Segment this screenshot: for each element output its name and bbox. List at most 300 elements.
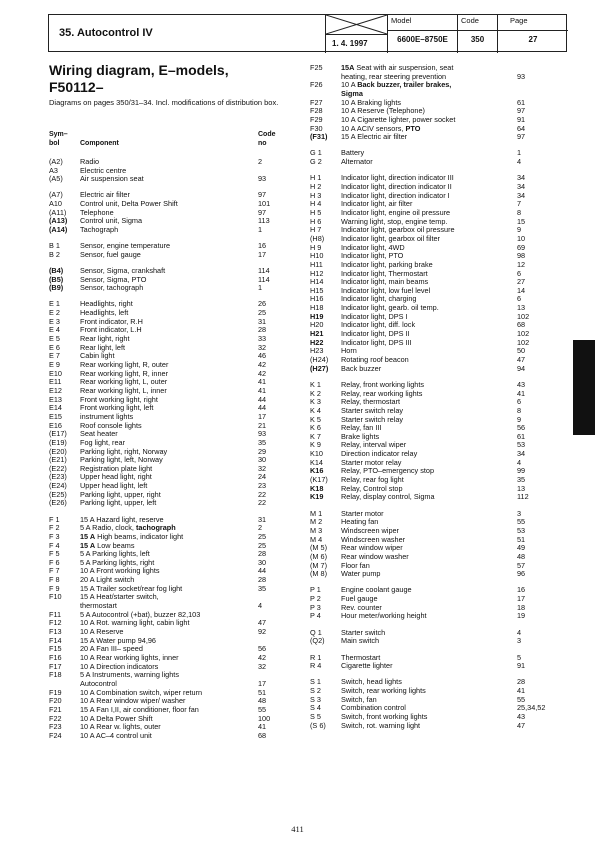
- item-code: 28: [258, 549, 267, 559]
- cross-icon: [326, 15, 387, 34]
- item-symbol: K 5: [310, 414, 321, 424]
- item-code: 47: [517, 355, 526, 364]
- item-code: 41: [258, 385, 267, 395]
- page-label: Page: [510, 16, 528, 25]
- item-component: Parking light, upper, left: [80, 498, 157, 508]
- item-code: 50: [517, 346, 526, 356]
- item-symbol: M 3: [310, 525, 323, 535]
- item-symbol: F27: [310, 97, 323, 107]
- item-symbol: (A2): [49, 157, 63, 166]
- symbol-header-line2: bol: [49, 140, 60, 147]
- item-component: 10 A Braking lights: [341, 97, 402, 107]
- item-component: 10 A Rear window wiper/ washer: [80, 696, 186, 706]
- item-symbol: R 1: [310, 652, 322, 662]
- item-component: thermostart: [80, 601, 117, 611]
- item-code: 4: [517, 157, 522, 167]
- item-component: Rear window wiper: [341, 543, 403, 553]
- item-code: 28: [517, 677, 526, 687]
- item-code: 32: [258, 463, 267, 473]
- item-symbol: E 9: [49, 360, 60, 369]
- item-component: Indicator light, low fuel level: [341, 285, 431, 295]
- item-symbol: F 2: [49, 523, 60, 533]
- item-code: 19: [517, 611, 526, 621]
- item-code: 34: [517, 449, 526, 459]
- item-component: 5 A Instruments, warning lights: [80, 670, 179, 680]
- item-component: Main switch: [341, 636, 380, 646]
- item-component: Registration plate light: [80, 463, 153, 473]
- item-component: Rotating roof beacon: [341, 355, 409, 364]
- item-component: Upper head light, right: [80, 472, 152, 482]
- item-component: Cabin light: [80, 351, 115, 361]
- item-symbol: K 1: [310, 379, 321, 389]
- item-code: 35: [258, 437, 267, 447]
- item-symbol: H20: [310, 320, 324, 330]
- item-symbol: F20: [49, 696, 62, 706]
- item-symbol: E12: [49, 385, 62, 395]
- item-component: Fog light, rear: [80, 437, 126, 447]
- item-component: Sensor, tachograph: [80, 283, 144, 293]
- item-code: 61: [517, 97, 526, 107]
- item-component: Upper head light, left: [80, 481, 148, 491]
- item-code: 51: [258, 687, 267, 697]
- item-component: Direction indicator relay: [341, 449, 418, 459]
- item-component: Indicator light, air filter: [341, 199, 413, 209]
- item-component: Combination control: [341, 703, 406, 713]
- item-component: Switch, head lights: [341, 677, 402, 687]
- item-code: 3: [517, 636, 522, 646]
- item-component: 5 A Autocontrol (+bat), buzzer 82,103: [80, 609, 201, 619]
- item-component: Seat heater: [80, 429, 118, 439]
- item-component: Rear working light, L, inner: [80, 385, 167, 395]
- item-component: Switch, rear working lights: [341, 686, 426, 696]
- item-code: 44: [258, 566, 267, 576]
- item-code: 34: [517, 182, 526, 191]
- item-component: Front indicator, L.H: [80, 325, 142, 335]
- item-component: Front indicator, R.H: [80, 316, 143, 326]
- item-code: 13: [517, 483, 526, 493]
- item-component: 10 A Rot. warning light, cabin light: [80, 618, 190, 628]
- item-symbol: M 4: [310, 534, 323, 544]
- item-component: Fuel gauge: [341, 594, 378, 604]
- item-component: Warning light, stop, engine temp.: [341, 216, 448, 226]
- item-symbol: H18: [310, 303, 324, 313]
- item-component: Parking light, right, Norway: [80, 446, 168, 456]
- title-line-2: F50112–: [49, 79, 104, 95]
- item-symbol: (B4): [49, 266, 64, 275]
- item-code: 113: [258, 216, 270, 226]
- item-symbol: H 6: [310, 216, 322, 226]
- item-component: Autocontrol: [80, 678, 117, 688]
- item-symbol: F13: [49, 627, 62, 636]
- item-code: 4: [258, 601, 263, 611]
- item-code: 6: [517, 268, 522, 278]
- item-symbol: P 3: [310, 602, 321, 612]
- item-symbol: F22: [49, 713, 62, 723]
- item-code: 6: [517, 294, 522, 304]
- item-symbol: H19: [310, 311, 324, 321]
- item-code: 13: [517, 303, 526, 313]
- item-symbol: F14: [49, 635, 62, 645]
- item-component: Sensor, engine temperature: [80, 241, 171, 251]
- item-code: 25: [258, 531, 267, 541]
- item-symbol: (S 6): [310, 720, 326, 730]
- item-code: 31: [258, 514, 267, 524]
- item-code: 1: [258, 283, 263, 293]
- item-symbol: K 6: [310, 423, 321, 433]
- item-symbol: (M 5): [310, 543, 328, 553]
- item-component: Indicator light, direction indicator II: [341, 182, 452, 191]
- item-component: 20 A Light switch: [80, 575, 135, 585]
- item-code: 34: [517, 190, 526, 200]
- item-code: 30: [258, 557, 267, 567]
- item-symbol: K19: [310, 492, 324, 502]
- item-symbol: H16: [310, 294, 324, 304]
- item-code: 4: [517, 627, 522, 637]
- item-component: Indicator light, DPS I: [341, 311, 408, 321]
- item-code: 69: [517, 242, 526, 252]
- item-component: Heating fan: [341, 517, 379, 527]
- item-symbol: M 1: [310, 508, 323, 518]
- item-component: Electric air filter: [80, 190, 130, 200]
- item-component: instrument lights: [80, 411, 134, 421]
- item-symbol: K10: [310, 449, 323, 459]
- item-component: 10 A Reserve (Telephone): [341, 106, 425, 116]
- item-symbol: (K17): [310, 475, 328, 485]
- item-code: 21: [258, 420, 267, 430]
- item-symbol: F 1: [49, 514, 60, 524]
- item-component: Rev. counter: [341, 602, 382, 612]
- item-code: 17: [258, 249, 267, 259]
- item-code: 91: [517, 114, 526, 124]
- item-code: 48: [517, 551, 526, 561]
- item-component: Headlights, left: [80, 308, 129, 318]
- item-code: 49: [517, 543, 526, 553]
- item-component: Roof console lights: [80, 420, 142, 430]
- item-symbol: E 4: [49, 325, 60, 335]
- item-code: 27: [517, 277, 526, 287]
- item-symbol: P 2: [310, 594, 321, 604]
- item-symbol: F25: [310, 63, 323, 72]
- header-page-cell: [497, 15, 568, 53]
- item-symbol: G 1: [310, 148, 322, 158]
- component-header: Component: [80, 140, 119, 147]
- item-component: Telephone: [80, 207, 114, 217]
- item-code: 68: [258, 730, 267, 740]
- item-component: Sensor, fuel gauge: [80, 249, 141, 259]
- item-symbol: H 7: [310, 225, 322, 235]
- item-symbol: F30: [310, 123, 323, 133]
- item-code: 43: [517, 712, 526, 721]
- item-code: 41: [258, 377, 267, 387]
- item-component: Rear light, right: [80, 334, 130, 344]
- code-header: [258, 130, 276, 148]
- item-component: Horn: [341, 346, 357, 356]
- item-code: 61: [517, 431, 526, 441]
- item-code: 98: [517, 251, 526, 261]
- item-code: 112: [517, 492, 529, 502]
- item-symbol: G 2: [310, 157, 322, 167]
- item-symbol: K 7: [310, 431, 321, 441]
- page-value: 27: [528, 35, 538, 44]
- header-model-cell: [387, 15, 457, 53]
- item-symbol: F19: [49, 687, 62, 697]
- item-symbol: K18: [310, 483, 324, 493]
- item-component: Indicator light, direction indicator III: [341, 173, 454, 183]
- item-code: 28: [258, 575, 267, 585]
- model-label: Model: [391, 16, 412, 25]
- item-code: 34: [517, 173, 526, 183]
- item-symbol: K 2: [310, 388, 321, 398]
- item-symbol: F 8: [49, 575, 60, 585]
- code-label: Code: [461, 16, 479, 25]
- item-component: Radio: [80, 157, 100, 166]
- item-symbol: S 5: [310, 712, 321, 721]
- item-symbol: F17: [49, 661, 62, 671]
- item-component: Indicator light, Thermostart: [341, 268, 428, 278]
- item-code: 5: [517, 652, 522, 662]
- item-symbol: S 1: [310, 677, 321, 687]
- item-component: Starter motor relay: [341, 457, 402, 467]
- item-code: 51: [517, 534, 526, 544]
- item-code: 42: [258, 652, 267, 662]
- item-code: 17: [258, 678, 267, 688]
- item-symbol: K 4: [310, 405, 321, 415]
- item-code: 17: [258, 411, 267, 421]
- symbol-header: [49, 130, 68, 148]
- item-component: Tachograph: [80, 225, 119, 235]
- item-code: 114: [258, 266, 270, 275]
- item-component: Indicator light, 4WD: [341, 242, 405, 252]
- item-code: 29: [258, 446, 267, 456]
- item-component: 15 A Electric air filter: [341, 132, 408, 142]
- item-component: Thermostart: [341, 652, 381, 662]
- item-code: 15: [517, 216, 526, 226]
- item-code: 47: [517, 720, 526, 730]
- item-code: 7: [517, 199, 522, 209]
- item-component: Relay, display control, Sigma: [341, 492, 435, 502]
- item-code: 97: [517, 132, 526, 142]
- item-code: 22: [258, 489, 267, 499]
- item-code: 1: [517, 148, 522, 158]
- item-symbol: F16: [49, 652, 62, 662]
- item-code: 93: [517, 71, 526, 81]
- item-symbol: F26: [310, 80, 323, 90]
- item-code: 99: [517, 466, 526, 476]
- item-component: Sensor, Sigma, crankshaft: [80, 266, 166, 275]
- item-symbol: (M 8): [310, 569, 328, 579]
- item-component: Indicator light, gearbox oil filter: [341, 233, 440, 243]
- item-code: 53: [517, 440, 526, 450]
- item-component: Switch, front working lights: [341, 712, 428, 721]
- item-symbol: F29: [310, 114, 323, 124]
- item-code: 102: [517, 311, 530, 321]
- item-code: 42: [258, 360, 267, 369]
- item-symbol: K16: [310, 466, 324, 476]
- item-component: Rear working light, L, outer: [80, 377, 168, 387]
- item-symbol: P 1: [310, 585, 321, 595]
- item-code: 9: [517, 414, 522, 424]
- item-symbol: (H27): [310, 363, 329, 373]
- item-symbol: F24: [49, 730, 62, 740]
- item-code: 97: [258, 207, 267, 217]
- code-header-line1: Code: [258, 131, 276, 138]
- item-code: 44: [258, 394, 267, 404]
- item-symbol: H12: [310, 268, 324, 278]
- item-symbol: F23: [49, 722, 62, 732]
- item-component: 20 A Fan III– speed: [80, 644, 143, 654]
- item-component: Windscreen washer: [341, 534, 406, 544]
- item-code: 32: [258, 342, 267, 352]
- item-symbol: (M 6): [310, 551, 328, 561]
- item-code: 35: [258, 583, 267, 593]
- item-component: Floor fan: [341, 560, 370, 570]
- item-symbol: H 1: [310, 173, 322, 183]
- item-component: 15 A Trailer socket/rear fog light: [80, 583, 183, 593]
- item-code: 42: [258, 368, 267, 378]
- item-component: Switch, rot. warning light: [341, 720, 421, 730]
- item-component: Indicator light, PTO: [341, 251, 404, 261]
- item-component: Battery: [341, 148, 365, 158]
- item-symbol: E15: [49, 411, 62, 421]
- item-symbol: E 1: [49, 299, 60, 309]
- item-component: Front working light, left: [80, 403, 154, 413]
- item-symbol: K 9: [310, 440, 321, 450]
- item-symbol: E14: [49, 403, 62, 413]
- item-component: 5 A Parking lights, right: [80, 557, 155, 567]
- item-code: 26: [258, 299, 267, 309]
- item-code: 101: [258, 199, 271, 209]
- item-code: 93: [258, 174, 267, 184]
- item-symbol: F 7: [49, 566, 60, 576]
- item-component: Switch, fan: [341, 694, 377, 704]
- item-code: 1: [258, 225, 263, 235]
- intro-text: Diagrams on pages 350/31–34. Incl. modifications of distribution box.: [49, 98, 279, 107]
- item-symbol: E10: [49, 368, 62, 378]
- item-code: 94: [517, 363, 526, 373]
- item-code: 25,34,52: [517, 703, 546, 713]
- item-symbol: (E23): [49, 472, 67, 482]
- item-component: Front working light, right: [80, 394, 158, 404]
- item-symbol: F10: [49, 592, 62, 602]
- item-component: 10 A Rear working lights, inner: [80, 652, 179, 662]
- item-component: 15 A Fan I,II, air conditioner, floor fan: [80, 704, 199, 714]
- item-symbol: E 7: [49, 351, 60, 361]
- item-code: 23: [258, 481, 267, 491]
- item-component: Indicator light, gearb. oil temp.: [341, 303, 439, 313]
- item-symbol: K 3: [310, 397, 321, 407]
- item-symbol: H 4: [310, 199, 322, 209]
- item-symbol: F11: [49, 609, 62, 619]
- item-component: Indicator light, gearbox oil pressure: [341, 225, 455, 235]
- item-code: 8: [517, 207, 522, 217]
- item-component: Relay, front working lights: [341, 379, 425, 389]
- item-code: 17: [517, 594, 526, 604]
- code-value: 350: [470, 35, 485, 44]
- item-component: Indicator light, diff. lock: [341, 320, 416, 330]
- header-date-box: [325, 15, 387, 53]
- item-symbol: (H8): [310, 233, 325, 243]
- item-code: 30: [258, 455, 267, 465]
- item-symbol: E 5: [49, 334, 60, 344]
- item-symbol: F 6: [49, 557, 60, 567]
- item-symbol: (B5): [49, 274, 64, 284]
- item-code: 44: [258, 403, 267, 413]
- item-code: 28: [258, 325, 267, 335]
- item-component: 10 A Back buzzer, trailer brakes,: [341, 80, 452, 90]
- item-component: Indicator light, parking brake: [341, 259, 433, 269]
- item-symbol: E 3: [49, 316, 60, 326]
- item-component: Rear window washer: [341, 551, 409, 561]
- item-symbol: H21: [310, 329, 324, 339]
- item-symbol: F 5: [49, 549, 60, 559]
- item-symbol: S 3: [310, 694, 321, 704]
- item-symbol: (A5): [49, 174, 63, 184]
- item-code: 55: [258, 704, 267, 714]
- item-code: 9: [517, 225, 522, 235]
- item-symbol: (A14): [49, 225, 68, 235]
- item-symbol: F 3: [49, 531, 60, 541]
- item-component: 10 A Delta Power Shift: [80, 713, 153, 723]
- item-code: 91: [517, 661, 526, 671]
- item-symbol: R 4: [310, 661, 322, 671]
- item-code: 68: [517, 320, 526, 330]
- item-symbol: A3: [49, 165, 58, 175]
- item-component: Relay, thermostart: [341, 397, 401, 407]
- title-line-1: Wiring diagram, E–models,: [49, 62, 229, 78]
- item-component: Sensor, Sigma, PTO: [80, 274, 147, 284]
- item-symbol: (E21): [49, 455, 67, 465]
- item-symbol: E11: [49, 377, 62, 387]
- item-code: 41: [517, 686, 526, 696]
- item-component: Relay, rear fog light: [341, 475, 404, 485]
- item-code: 53: [517, 525, 526, 535]
- item-code: 3: [517, 508, 522, 518]
- item-component: Starter switch: [341, 627, 386, 637]
- item-component: Water pump: [341, 569, 381, 579]
- item-component: Control unit, Delta Power Shift: [80, 199, 178, 209]
- item-code: 33: [258, 334, 267, 344]
- item-code: 102: [517, 329, 530, 339]
- item-component: 15 A Heat/starter switch,: [80, 592, 159, 602]
- item-code: 43: [517, 379, 526, 389]
- item-code: 97: [517, 106, 526, 116]
- item-component: Indicator light, DPS II: [341, 329, 410, 339]
- item-component: 15 A Water pump 94,96: [80, 635, 156, 645]
- item-symbol: B 1: [49, 241, 60, 251]
- item-component: Starter motor: [341, 508, 384, 518]
- item-code: 102: [517, 337, 530, 347]
- item-symbol: (A13): [49, 216, 68, 226]
- item-code: 2: [258, 523, 263, 533]
- item-symbol: F15: [49, 644, 62, 654]
- item-symbol: (F31): [310, 132, 328, 142]
- item-symbol: H11: [310, 259, 323, 269]
- item-code: 10: [517, 233, 526, 243]
- item-component: Rear working light, R, outer: [80, 360, 169, 369]
- item-symbol: B 2: [49, 249, 60, 259]
- item-symbol: K14: [310, 457, 323, 467]
- item-code: 56: [258, 644, 267, 654]
- item-component: Sigma: [341, 88, 363, 98]
- item-code: 14: [517, 285, 526, 295]
- item-symbol: (E20): [49, 446, 67, 456]
- item-component: Rear light, left: [80, 342, 126, 352]
- item-symbol: (H24): [310, 355, 329, 364]
- item-code: 16: [517, 585, 526, 595]
- item-symbol: E13: [49, 394, 62, 404]
- item-symbol: (M 7): [310, 560, 328, 570]
- item-symbol: (B9): [49, 283, 64, 293]
